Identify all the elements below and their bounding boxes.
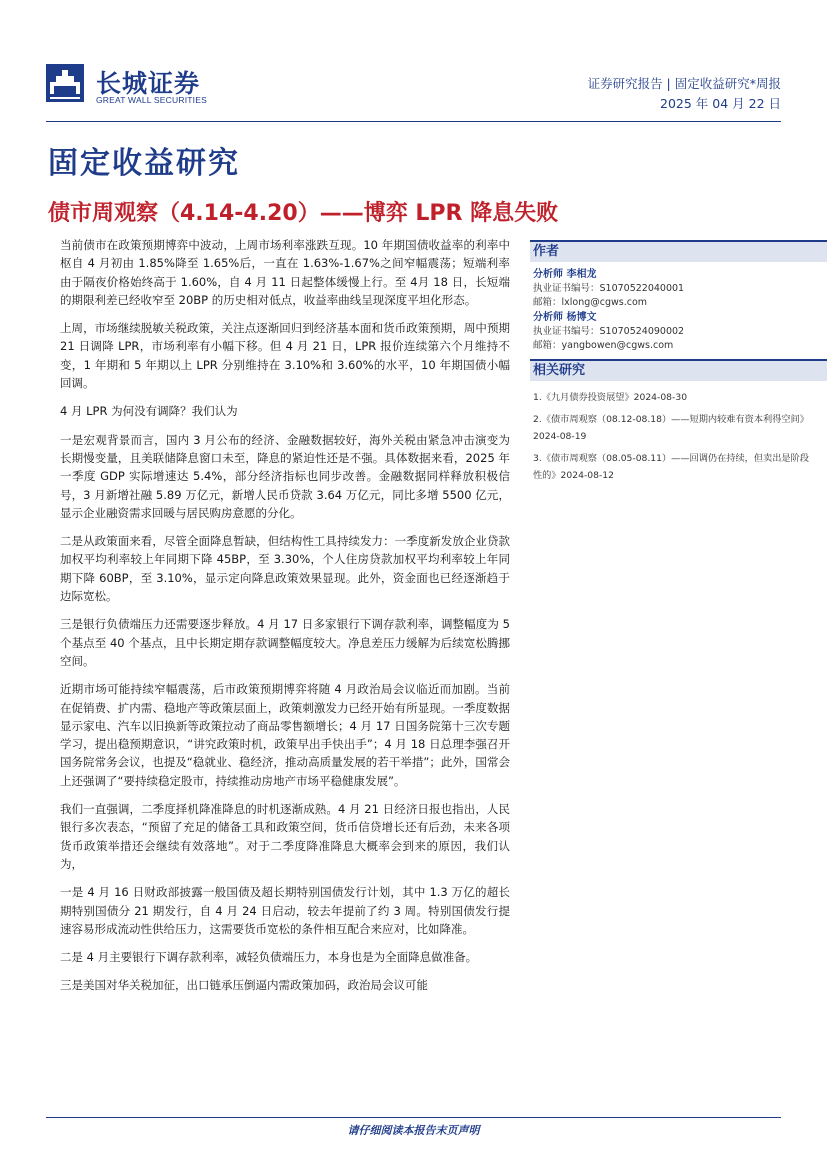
related-item[interactable]: 3.《债市周观察（08.05-08.11）——回调仍在持续，但卖出是阶段性的》2024-08-12 [533, 452, 809, 482]
analyst-email[interactable]: 邮箱：yangbowen@cgws.com [533, 340, 674, 352]
related-section-title: 相关研究 [530, 359, 827, 381]
body-paragraph: 上周，市场继续脱敏关税政策，关注点逐渐回归到经济基本面和货币政策预期，周中预期 21 日调降 LPR，市场利率有小幅下移。但 4 月 21 日，LPR 报价连续第六个月维持不变，1 年期和 5 年期以上 LPR 分别维持在 3.10%和 3.60%的水平，10 年期国债小幅回调。 [60, 321, 510, 391]
author-section-title: 作者 [530, 240, 827, 262]
footer-divider [46, 1117, 781, 1118]
header-divider [46, 121, 781, 122]
company-logo [46, 64, 216, 110]
body-paragraph: 三是银行负债端压力还需要逐步释放。4 月 17 日多家银行下调存款利率，调整幅度为 5 个基点至 40 个基点，且中长期定期存款调整幅度较大。净息差压力缓解为后续宽松腾挪空间。 [60, 617, 510, 668]
related-item[interactable]: 2.《债市周观察（08.12-08.18）——短期内较难有资本利得空间》2024-08-19 [533, 413, 809, 443]
analyst-block [530, 262, 827, 353]
footer-disclaimer: 请仔细阅读本报告末页声明 [347, 1124, 480, 1137]
page-title: 固定收益研究 [48, 146, 240, 181]
related-item[interactable]: 1.《九月债券投资展望》2024-08-30 [533, 392, 688, 404]
body-paragraph: 三是美国对华关税加征，出口链承压倒逼内需政策加码，政治局会议可能 [60, 978, 428, 993]
report-meta [588, 74, 781, 114]
analyst-name: 分析师 李相龙 [533, 269, 597, 280]
analyst-cert: 执业证书编号：S1070522040001 [533, 283, 685, 295]
logo-english-name: GREAT WALL SECURITIES [96, 95, 207, 105]
analyst-cert: 执业证书编号：S1070524090002 [533, 325, 685, 337]
sidebar [530, 240, 827, 489]
related-research-list [530, 381, 827, 485]
report-type: 证券研究报告 | 固定收益研究*周报 [587, 76, 781, 91]
body-paragraph: 二是 4 月主要银行下调存款利率，减轻负债端压力，本身也是为全面降息做准备。 [60, 950, 478, 965]
analyst-name: 分析师 杨博文 [533, 311, 597, 323]
report-subtitle: 债市周观察（4.14-4.20）——博弈 LPR 降息失败 [48, 201, 559, 226]
body-paragraph: 我们一直强调，二季度择机降准降息的时机逐渐成熟。4 月 21 日经济日报也指出，人民银行多次表态，“预留了充足的储备工具和政策空间，货币信贷增长还有后劲，未来各项货币政策举措还会继续有效落地”。对于二季度降准降息大概率会到来的原因，我们认为， [60, 802, 510, 871]
report-body [60, 236, 510, 1005]
great-wall-logo-icon [46, 64, 84, 102]
logo-chinese-name: 长城证券 [96, 69, 201, 98]
report-date: 2025 年 04 月 22 日 [660, 96, 781, 111]
analyst-email[interactable]: 邮箱：lxlong@cgws.com [533, 297, 648, 309]
body-paragraph: 当前债市在政策预期博弈中波动，上周市场利率涨跌互现。10 年期国债收益率的利率中枢自 4 月初由 1.85%降至 1.65%后，一直在 1.63%-1.67%之间窄幅震荡；短端利率由于隔夜价格始终高于 1.60%，自 4 月 11 日起整体缓慢上行。至 4月 18 日，长短端的期限利差已经收窄至 20BP 的历史相对低点，收益率曲线呈现深度平坦化形态。 [60, 238, 510, 307]
body-paragraph: 二是从政策面来看，尽管全面降息暂缺，但结构性工具持续发力：一季度新发放企业贷款加权平均利率较上年同期下降 45BP，至 3.30%，个人住房贷款加权平均利率较上年同期下降 60BP，至 3.10%，显示定向降息政策效果显现。此外，资金面也已经逐渐趋于边际宽松。 [60, 534, 510, 604]
body-paragraph: 一是宏观背景而言，国内 3 月公布的经济、金融数据较好，海外关税由紧急冲击演变为长期慢变量，且美联储降息窗口未至，降息的紧迫性还是不强。具体数据来看，2025 年一季度 GDP 实际增速达 5.4%，部分经济指标也同步改善。金融数据同样释放积极信号，3 月新增社融 5.89 万亿元，新增人民币贷款 3.64 万亿元，同比多增 5500 亿元，显示企业融资需求回暖与居民购房意愿的分化。 [60, 432, 510, 520]
body-paragraph: 一是 4 月 16 日财政部披露一般国债及超长期特别国债发行计划，其中 1.3 万亿的超长期特别国债分 21 期发行，自 4 月 24 日启动，较去年提前了约 3 周。特别国债发行提速容易形成流动性供给压力，这需要货币宽松的条件相互配合来应对，比如降准。 [60, 885, 510, 936]
body-paragraph: 4 月 LPR 为何没有调降？我们认为 [60, 404, 238, 419]
body-paragraph: 近期市场可能持续窄幅震荡，后市政策预期博弈将随 4 月政治局会议临近而加剧。当前在促销费、扩内需、稳地产等政策层面上，政策刺激发力已经开始有所显现。一季度数据显示家电、汽车以旧换新等政策拉动了商品零售额增长；4 月 17 日国务院第十三次专题学习，提出稳预期意识，“讲究政策时机，政策早出手快出手”；4 月 18 日总理李强召开国务院常务会议，也提及“稳就业、稳经济，推动高质量发展的若干举措”；此外，国常会上还强调了“要持续稳定股市，持续推动房地产市场平稳健康发展”。 [60, 682, 510, 788]
